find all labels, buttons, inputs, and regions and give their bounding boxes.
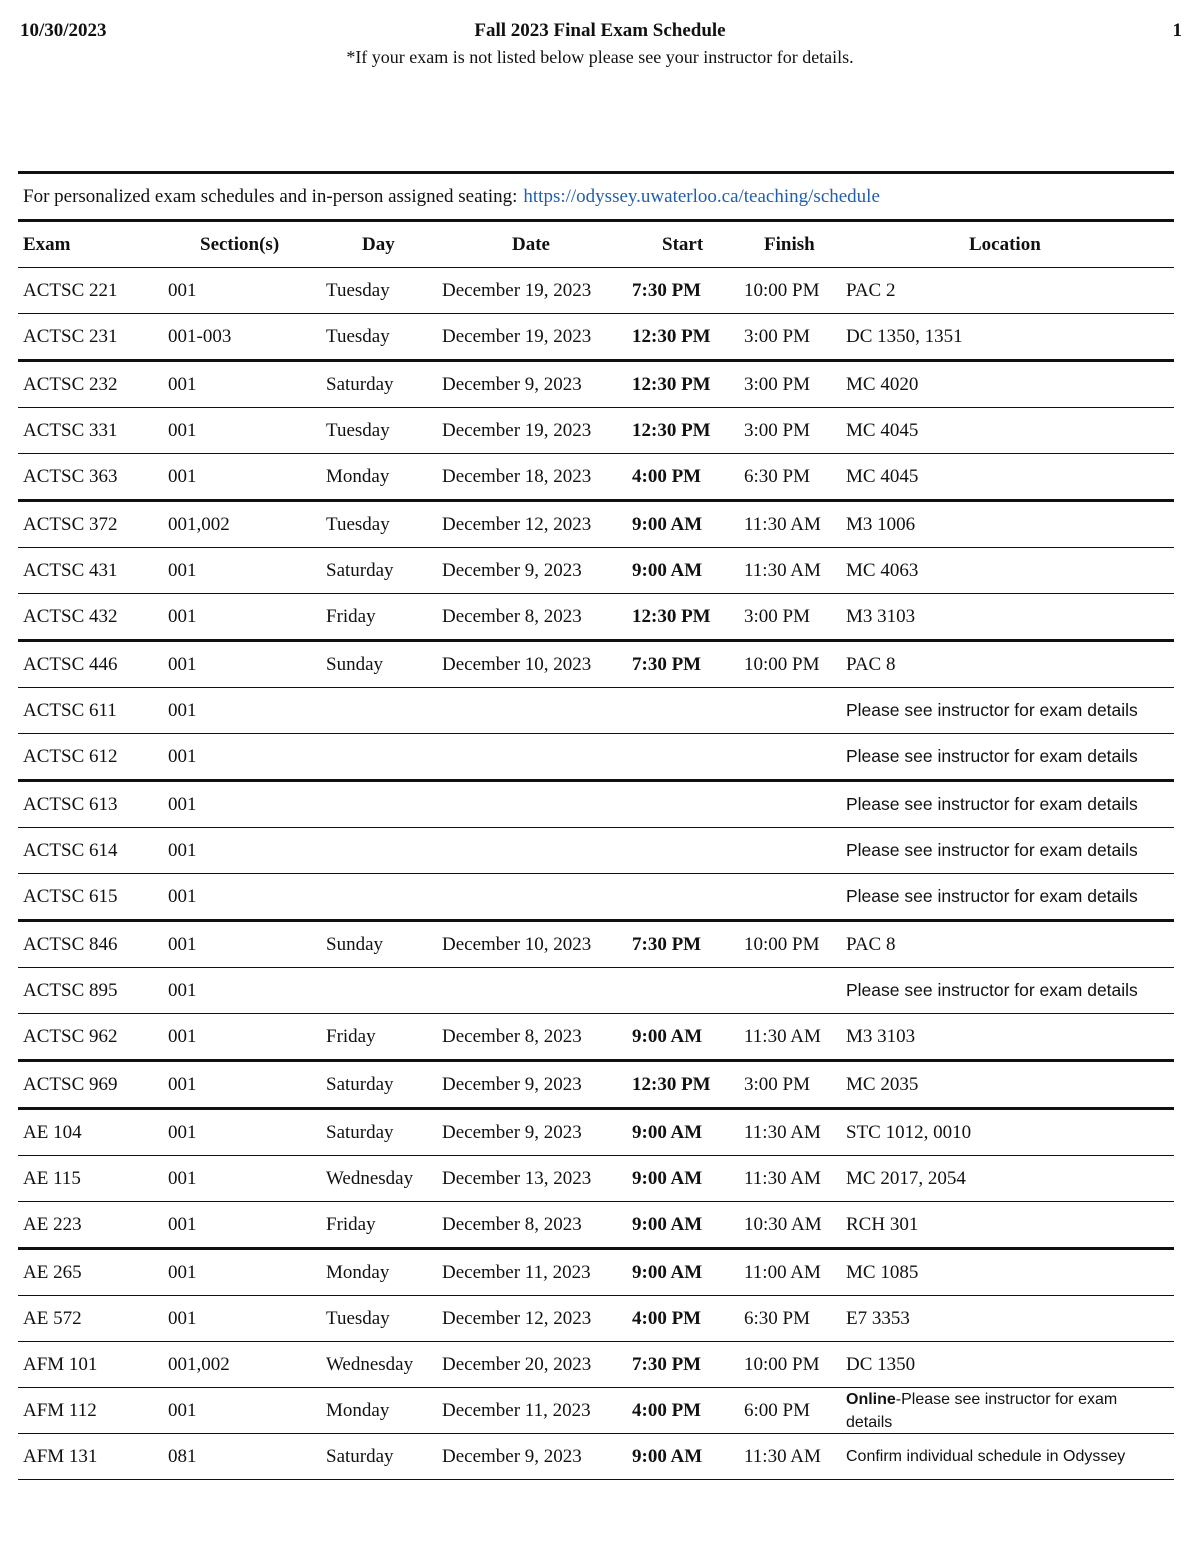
finish-cell: 10:00 PM <box>744 1353 820 1375</box>
start-cell: 9:00 AM <box>632 1213 703 1235</box>
section-cell: 001-003 <box>168 325 232 347</box>
location-cell: Please see instructor for exam details <box>846 840 1138 860</box>
location-cell: E7 3353 <box>846 1307 910 1329</box>
location-cell: STC 1012, 0010 <box>846 1121 972 1143</box>
location-cell: M3 3103 <box>846 1025 916 1047</box>
section-cell: 001 <box>168 885 197 907</box>
start-cell: 4:00 PM <box>632 465 702 487</box>
exam-cell: ACTSC 615 <box>23 885 118 907</box>
finish-cell: 11:30 AM <box>744 1445 821 1467</box>
date-cell: December 12, 2023 <box>442 1307 592 1329</box>
location-bold-text: Online <box>846 1390 896 1408</box>
info-line <box>18 174 1174 219</box>
finish-cell: 11:00 AM <box>744 1261 821 1283</box>
day-cell: Saturday <box>326 1121 394 1143</box>
exam-cell: ACTSC 432 <box>23 605 118 627</box>
day-cell: Monday <box>326 465 390 487</box>
section-cell: 001 <box>168 699 197 721</box>
date-cell: December 20, 2023 <box>442 1353 592 1375</box>
exam-cell: AFM 131 <box>23 1445 98 1467</box>
finish-cell: 11:30 AM <box>744 559 821 581</box>
finish-cell: 3:00 PM <box>744 325 810 347</box>
exam-cell: ACTSC 614 <box>23 839 118 861</box>
section-cell: 001,002 <box>168 1353 230 1375</box>
finish-cell: 10:00 PM <box>744 933 820 955</box>
day-cell: Sunday <box>326 653 383 675</box>
finish-cell: 11:30 AM <box>744 1121 821 1143</box>
header-date: 10/30/2023 <box>20 20 107 41</box>
finish-cell: 11:30 AM <box>744 1167 821 1189</box>
start-cell: 12:30 PM <box>632 325 711 347</box>
section-cell: 001 <box>168 1307 197 1329</box>
section-cell: 001 <box>168 1399 197 1421</box>
finish-cell: 10:00 PM <box>744 279 820 301</box>
table-row <box>18 1155 1174 1201</box>
finish-cell: 6:00 PM <box>744 1399 810 1421</box>
day-cell: Saturday <box>326 559 394 581</box>
table-row <box>18 1433 1174 1480</box>
day-cell: Friday <box>326 1213 376 1235</box>
finish-cell: 11:30 AM <box>744 1025 821 1047</box>
start-cell: 9:00 AM <box>632 1445 703 1467</box>
day-cell: Monday <box>326 1399 390 1421</box>
exam-cell: ACTSC 363 <box>23 465 118 487</box>
start-cell: 9:00 AM <box>632 1025 703 1047</box>
page-title: Fall 2023 Final Exam Schedule <box>474 20 726 41</box>
section-cell: 001 <box>168 1261 197 1283</box>
location-cell: PAC 2 <box>846 279 896 301</box>
start-cell: 9:00 AM <box>632 513 703 535</box>
finish-cell: 3:00 PM <box>744 373 810 395</box>
exam-schedule-table <box>18 171 1174 1480</box>
section-cell: 001 <box>168 419 197 441</box>
exam-cell: ACTSC 221 <box>23 279 118 301</box>
finish-cell: 6:30 PM <box>744 1307 810 1329</box>
day-cell: Tuesday <box>326 419 390 441</box>
day-cell: Sunday <box>326 933 383 955</box>
table-row <box>18 267 1174 313</box>
table-row <box>18 687 1174 733</box>
table-row <box>18 359 1174 407</box>
date-cell: December 11, 2023 <box>442 1399 591 1421</box>
finish-cell: 3:00 PM <box>744 1073 810 1095</box>
start-cell: 7:30 PM <box>632 933 702 955</box>
col-header-start: Start <box>662 233 704 255</box>
location-cell <box>846 1388 1166 1433</box>
exam-cell: AE 223 <box>23 1213 82 1235</box>
table-row <box>18 733 1174 779</box>
table-row <box>18 779 1174 827</box>
section-cell: 001 <box>168 465 197 487</box>
start-cell: 7:30 PM <box>632 653 702 675</box>
date-cell: December 9, 2023 <box>442 1121 582 1143</box>
exam-cell: ACTSC 611 <box>23 699 117 721</box>
start-cell: 12:30 PM <box>632 605 711 627</box>
exam-cell: AE 115 <box>23 1167 81 1189</box>
col-header-day: Day <box>362 233 395 255</box>
location-text: -Please see instructor for exam details <box>846 1390 1118 1431</box>
exam-cell: ACTSC 612 <box>23 745 118 767</box>
day-cell: Wednesday <box>326 1167 414 1189</box>
start-cell: 9:00 AM <box>632 1167 703 1189</box>
start-cell: 4:00 PM <box>632 1307 702 1329</box>
day-cell: Saturday <box>326 373 394 395</box>
table-row <box>18 827 1174 873</box>
exam-cell: AFM 101 <box>23 1353 98 1375</box>
odyssey-link[interactable]: https://odyssey.uwaterloo.ca/teaching/schedule <box>523 185 880 207</box>
section-cell: 001 <box>168 279 197 301</box>
section-cell: 001 <box>168 1025 197 1047</box>
location-cell: MC 4063 <box>846 559 919 581</box>
location-cell: MC 4045 <box>846 419 919 441</box>
finish-cell: 10:00 PM <box>744 653 820 675</box>
table-row <box>18 1247 1174 1295</box>
location-cell: M3 1006 <box>846 513 916 535</box>
location-cell: Please see instructor for exam details <box>846 980 1138 1000</box>
exam-cell: ACTSC 446 <box>23 653 118 675</box>
start-cell: 12:30 PM <box>632 373 711 395</box>
date-cell: December 12, 2023 <box>442 513 592 535</box>
table-row <box>18 873 1174 919</box>
day-cell: Friday <box>326 1025 376 1047</box>
exam-cell: ACTSC 331 <box>23 419 118 441</box>
date-cell: December 13, 2023 <box>442 1167 592 1189</box>
col-header-finish: Finish <box>764 233 815 255</box>
table-row <box>18 547 1174 593</box>
table-header-row <box>18 219 1174 267</box>
exam-cell: ACTSC 431 <box>23 559 118 581</box>
exam-cell: ACTSC 372 <box>23 513 118 535</box>
start-cell: 7:30 PM <box>632 1353 702 1375</box>
finish-cell: 10:30 AM <box>744 1213 822 1235</box>
location-cell: PAC 8 <box>846 653 896 675</box>
header-note: *If your exam is not listed below please see your instructor for details. <box>346 47 854 67</box>
section-cell: 001 <box>168 979 197 1001</box>
day-cell: Tuesday <box>326 279 390 301</box>
col-header-date: Date <box>512 233 550 255</box>
section-cell: 001 <box>168 559 197 581</box>
location-cell: MC 1085 <box>846 1261 919 1283</box>
location-cell: Please see instructor for exam details <box>846 794 1138 814</box>
day-cell: Tuesday <box>326 1307 390 1329</box>
section-cell: 001 <box>168 793 197 815</box>
day-cell: Monday <box>326 1261 390 1283</box>
date-cell: December 19, 2023 <box>442 325 592 347</box>
exam-cell: ACTSC 969 <box>23 1073 118 1095</box>
location-cell: MC 4020 <box>846 373 919 395</box>
table-row <box>18 499 1174 547</box>
location-cell: Confirm individual schedule in Odyssey <box>846 1448 1126 1465</box>
date-cell: December 18, 2023 <box>442 465 592 487</box>
date-cell: December 9, 2023 <box>442 1073 582 1095</box>
section-cell: 001 <box>168 933 197 955</box>
section-cell: 001 <box>168 1167 197 1189</box>
table-row <box>18 313 1174 359</box>
day-cell: Tuesday <box>326 325 390 347</box>
start-cell: 7:30 PM <box>632 279 702 301</box>
section-cell: 081 <box>168 1445 197 1467</box>
finish-cell: 11:30 AM <box>744 513 821 535</box>
col-header-sections: Section(s) <box>200 233 280 255</box>
date-cell: December 19, 2023 <box>442 279 592 301</box>
table-row <box>18 639 1174 687</box>
date-cell: December 8, 2023 <box>442 1213 582 1235</box>
start-cell: 12:30 PM <box>632 419 711 441</box>
col-header-exam: Exam <box>23 233 71 255</box>
location-cell: Please see instructor for exam details <box>846 886 1138 906</box>
section-cell: 001 <box>168 1121 197 1143</box>
start-cell: 4:00 PM <box>632 1399 702 1421</box>
section-cell: 001 <box>168 745 197 767</box>
date-cell: December 19, 2023 <box>442 419 592 441</box>
day-cell: Saturday <box>326 1073 394 1095</box>
location-cell: RCH 301 <box>846 1213 919 1235</box>
finish-cell: 6:30 PM <box>744 465 810 487</box>
exam-cell: AE 104 <box>23 1121 82 1143</box>
exam-cell: ACTSC 231 <box>23 325 118 347</box>
location-cell: DC 1350 <box>846 1353 916 1375</box>
table-row <box>18 1295 1174 1341</box>
exam-cell: ACTSC 613 <box>23 793 118 815</box>
location-cell: Please see instructor for exam details <box>846 700 1138 720</box>
location-cell: M3 3103 <box>846 605 916 627</box>
exam-cell: AFM 112 <box>23 1399 97 1421</box>
exam-cell: ACTSC 895 <box>23 979 118 1001</box>
location-cell: Please see instructor for exam details <box>846 746 1138 766</box>
location-cell: PAC 8 <box>846 933 896 955</box>
date-cell: December 8, 2023 <box>442 1025 582 1047</box>
date-cell: December 9, 2023 <box>442 373 582 395</box>
page-number: 1 <box>1172 20 1182 41</box>
table-row <box>18 593 1174 639</box>
table-row <box>18 967 1174 1013</box>
location-cell: DC 1350, 1351 <box>846 325 963 347</box>
section-cell: 001 <box>168 653 197 675</box>
date-cell: December 10, 2023 <box>442 653 592 675</box>
start-cell: 9:00 AM <box>632 1261 703 1283</box>
section-cell: 001 <box>168 373 197 395</box>
start-cell: 9:00 AM <box>632 1121 703 1143</box>
finish-cell: 3:00 PM <box>744 605 810 627</box>
table-row <box>18 407 1174 453</box>
finish-cell: 3:00 PM <box>744 419 810 441</box>
section-cell: 001 <box>168 1213 197 1235</box>
location-cell: MC 2017, 2054 <box>846 1167 966 1189</box>
table-row <box>18 453 1174 499</box>
exam-cell: ACTSC 846 <box>23 933 118 955</box>
day-cell: Tuesday <box>326 513 390 535</box>
section-cell: 001 <box>168 605 197 627</box>
location-cell: MC 4045 <box>846 465 919 487</box>
date-cell: December 11, 2023 <box>442 1261 591 1283</box>
day-cell: Wednesday <box>326 1353 414 1375</box>
info-text: For personalized exam schedules and in-person assigned seating: <box>23 185 518 207</box>
start-cell: 9:00 AM <box>632 559 703 581</box>
section-cell: 001 <box>168 839 197 861</box>
day-cell: Friday <box>326 605 376 627</box>
location-cell: MC 2035 <box>846 1073 919 1095</box>
table-body <box>18 267 1174 1480</box>
table-row <box>18 1201 1174 1247</box>
date-cell: December 9, 2023 <box>442 1445 582 1467</box>
exam-cell: AE 572 <box>23 1307 82 1329</box>
date-cell: December 9, 2023 <box>442 559 582 581</box>
section-cell: 001 <box>168 1073 197 1095</box>
table-row <box>18 1387 1174 1433</box>
day-cell: Saturday <box>326 1445 394 1467</box>
date-cell: December 8, 2023 <box>442 605 582 627</box>
section-cell: 001,002 <box>168 513 230 535</box>
table-row <box>18 1107 1174 1155</box>
table-row <box>18 1059 1174 1107</box>
col-header-location: Location <box>969 233 1041 255</box>
start-cell: 12:30 PM <box>632 1073 711 1095</box>
exam-cell: ACTSC 232 <box>23 373 118 395</box>
table-row <box>18 1341 1174 1387</box>
date-cell: December 10, 2023 <box>442 933 592 955</box>
exam-cell: AE 265 <box>23 1261 82 1283</box>
table-row <box>18 1013 1174 1059</box>
table-row <box>18 919 1174 967</box>
exam-cell: ACTSC 962 <box>23 1025 118 1047</box>
